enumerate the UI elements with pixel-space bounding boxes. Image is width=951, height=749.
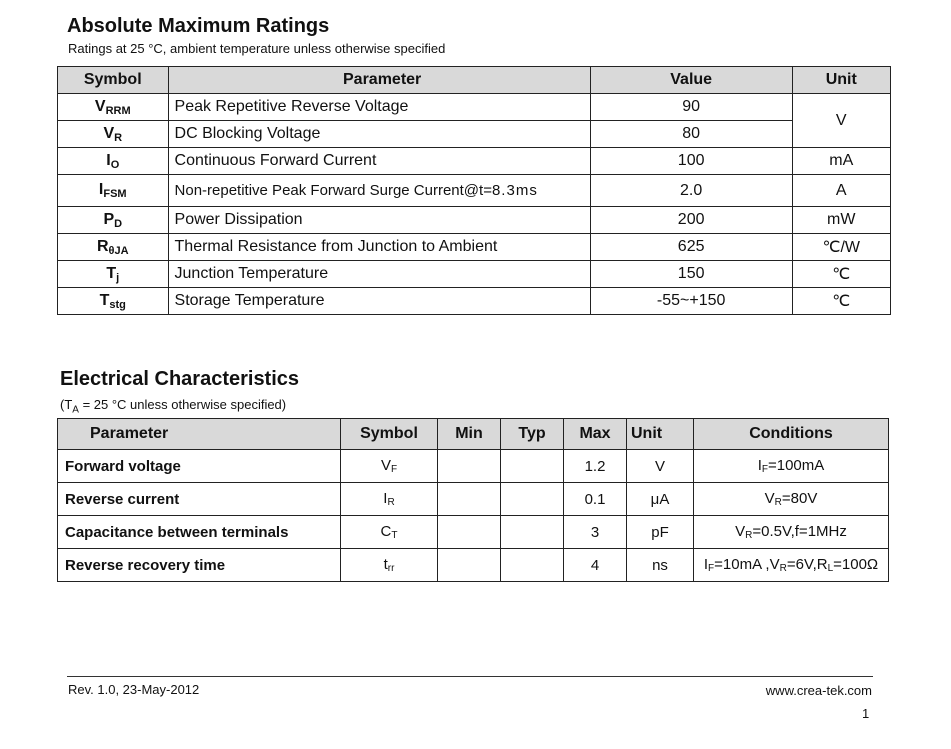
table-row xyxy=(58,261,891,288)
parameter-cell: Storage Temperature xyxy=(168,288,590,315)
symbol-subscript: R xyxy=(114,131,123,144)
conditions-cell xyxy=(694,450,889,483)
symbol-subscript: R xyxy=(387,497,395,508)
footer-divider xyxy=(67,676,873,677)
unit-cell: V xyxy=(627,450,694,483)
header-max: Max xyxy=(564,419,627,450)
symbol-cell xyxy=(58,288,169,315)
symbol-main: T xyxy=(106,264,117,282)
abs-max-subtitle: Ratings at 25 °C, ambient temperature unless otherwise specified xyxy=(68,41,446,56)
table-row xyxy=(58,288,891,315)
condition-subscript: F xyxy=(708,563,715,574)
parameter-cell: Reverse current xyxy=(58,483,341,516)
header-symbol: Symbol xyxy=(341,419,438,450)
unit-cell: mW xyxy=(792,207,890,234)
min-cell xyxy=(438,450,501,483)
symbol-subscript: FSM xyxy=(103,188,127,200)
symbol-cell xyxy=(58,94,169,121)
symbol-main: V xyxy=(380,457,391,474)
value-cell: 625 xyxy=(590,234,792,261)
footer-revision: Rev. 1.0, 23-May-2012 xyxy=(68,682,200,697)
typ-cell xyxy=(501,483,564,516)
condition-text: =100Ω xyxy=(833,556,879,573)
symbol-main: R xyxy=(96,237,109,255)
parameter-cell: Forward voltage xyxy=(58,450,341,483)
parameter-cell: Peak Repetitive Reverse Voltage xyxy=(168,94,590,121)
symbol-cell xyxy=(58,148,169,175)
header-unit: Unit xyxy=(792,67,890,94)
parameter-tail: 8.3ms xyxy=(491,182,538,199)
condition-subscript: R xyxy=(745,530,753,541)
symbol-main: t xyxy=(383,556,388,573)
symbol-cell xyxy=(341,516,438,549)
conditions-cell xyxy=(694,483,889,516)
table-row xyxy=(58,121,891,148)
condition-text: =80V xyxy=(781,490,818,507)
typ-cell xyxy=(501,450,564,483)
header-parameter: Parameter xyxy=(58,419,341,450)
parameter-cell: DC Blocking Voltage xyxy=(168,121,590,148)
elec-subtitle-pre: (T xyxy=(60,397,73,412)
condition-text: I xyxy=(757,457,762,474)
parameter-cell xyxy=(168,175,590,207)
value-cell: -55~+150 xyxy=(590,288,792,315)
table-row xyxy=(58,450,889,483)
table-row xyxy=(58,549,889,582)
unit-cell: V xyxy=(792,94,890,148)
table-row xyxy=(58,234,891,261)
min-cell xyxy=(438,516,501,549)
elec-subtitle-sub: A xyxy=(72,404,79,416)
min-cell xyxy=(438,483,501,516)
symbol-cell xyxy=(58,234,169,261)
elec-subtitle xyxy=(60,397,286,416)
unit-cell: ℃ xyxy=(792,261,890,288)
parameter-cell: Power Dissipation xyxy=(168,207,590,234)
condition-text: =100mA xyxy=(767,457,825,474)
symbol-main: I xyxy=(98,181,104,198)
parameter-text: Non-repetitive Peak Forward Surge Current@t= xyxy=(174,182,492,199)
value-cell: 200 xyxy=(590,207,792,234)
symbol-main: V xyxy=(103,124,115,142)
value-cell: 150 xyxy=(590,261,792,288)
parameter-cell: Junction Temperature xyxy=(168,261,590,288)
condition-subscript: F xyxy=(761,464,768,475)
symbol-subscript: j xyxy=(116,271,120,284)
page-number: 1 xyxy=(862,706,870,721)
symbol-main: I xyxy=(106,151,111,169)
symbol-main: V xyxy=(94,97,106,115)
symbol-cell xyxy=(58,121,169,148)
condition-text: V xyxy=(735,523,746,540)
table-row xyxy=(58,148,891,175)
condition-text: =6V,R xyxy=(786,556,828,573)
value-cell: 90 xyxy=(590,94,792,121)
symbol-main: P xyxy=(103,210,115,228)
header-symbol: Symbol xyxy=(58,67,169,94)
table-row xyxy=(58,207,891,234)
max-cell: 0.1 xyxy=(564,483,627,516)
symbol-subscript: D xyxy=(114,217,123,230)
condition-subscript: R xyxy=(779,563,787,574)
typ-cell xyxy=(501,549,564,582)
condition-text: =0.5V,f=1MHz xyxy=(752,523,847,540)
unit-cell: pF xyxy=(627,516,694,549)
unit-cell: μA xyxy=(627,483,694,516)
max-cell: 3 xyxy=(564,516,627,549)
header-parameter: Parameter xyxy=(168,67,590,94)
symbol-subscript: rr xyxy=(387,563,395,574)
max-cell: 4 xyxy=(564,549,627,582)
abs-max-table xyxy=(57,66,891,315)
value-cell: 80 xyxy=(590,121,792,148)
header-typ: Typ xyxy=(501,419,564,450)
condition-subscript: L xyxy=(827,563,834,574)
value-cell: 100 xyxy=(590,148,792,175)
table-row xyxy=(58,483,889,516)
elec-table xyxy=(57,418,889,582)
parameter-cell: Continuous Forward Current xyxy=(168,148,590,175)
value-cell: 2.0 xyxy=(590,175,792,207)
unit-cell: ns xyxy=(627,549,694,582)
unit-cell: ℃ xyxy=(792,288,890,315)
abs-max-header-row xyxy=(58,67,891,94)
elec-title: Electrical Characteristics xyxy=(60,368,300,390)
symbol-subscript: stg xyxy=(109,298,126,311)
symbol-subscript: O xyxy=(110,158,120,171)
condition-text: =10mA ,V xyxy=(714,556,780,573)
header-value: Value xyxy=(590,67,792,94)
header-conditions: Conditions xyxy=(694,419,889,450)
elec-header-row xyxy=(58,419,889,450)
symbol-subscript: θJA xyxy=(108,244,129,257)
table-row xyxy=(58,94,891,121)
condition-subscript: R xyxy=(774,497,782,508)
symbol-subscript: RRM xyxy=(105,104,131,117)
conditions-cell xyxy=(694,516,889,549)
abs-max-title: Absolute Maximum Ratings xyxy=(67,15,330,37)
symbol-main: I xyxy=(383,490,388,507)
condition-text: V xyxy=(764,490,775,507)
symbol-cell xyxy=(341,549,438,582)
symbol-cell xyxy=(341,483,438,516)
symbol-subscript: F xyxy=(390,464,398,475)
symbol-cell xyxy=(58,207,169,234)
table-row xyxy=(58,516,889,549)
symbol-cell xyxy=(341,450,438,483)
table-row xyxy=(58,175,891,207)
header-unit: Unit xyxy=(627,419,694,450)
parameter-cell: Reverse recovery time xyxy=(58,549,341,582)
conditions-cell xyxy=(694,549,889,582)
max-cell: 1.2 xyxy=(564,450,627,483)
condition-text: I xyxy=(703,556,709,573)
symbol-cell xyxy=(58,261,169,288)
parameter-cell: Capacitance between terminals xyxy=(58,516,341,549)
parameter-cell: Thermal Resistance from Junction to Ambient xyxy=(168,234,590,261)
elec-subtitle-post: = 25 °C unless otherwise specified) xyxy=(78,397,287,412)
symbol-main: C xyxy=(380,523,392,540)
unit-cell: A xyxy=(792,175,890,207)
header-min: Min xyxy=(438,419,501,450)
unit-cell: mA xyxy=(792,148,890,175)
unit-cell: ℃/W xyxy=(792,234,890,261)
symbol-cell xyxy=(58,175,169,207)
typ-cell xyxy=(501,516,564,549)
symbol-main: T xyxy=(99,291,110,309)
symbol-subscript: T xyxy=(391,530,398,541)
footer-website: www.crea-tek.com xyxy=(765,683,872,698)
min-cell xyxy=(438,549,501,582)
